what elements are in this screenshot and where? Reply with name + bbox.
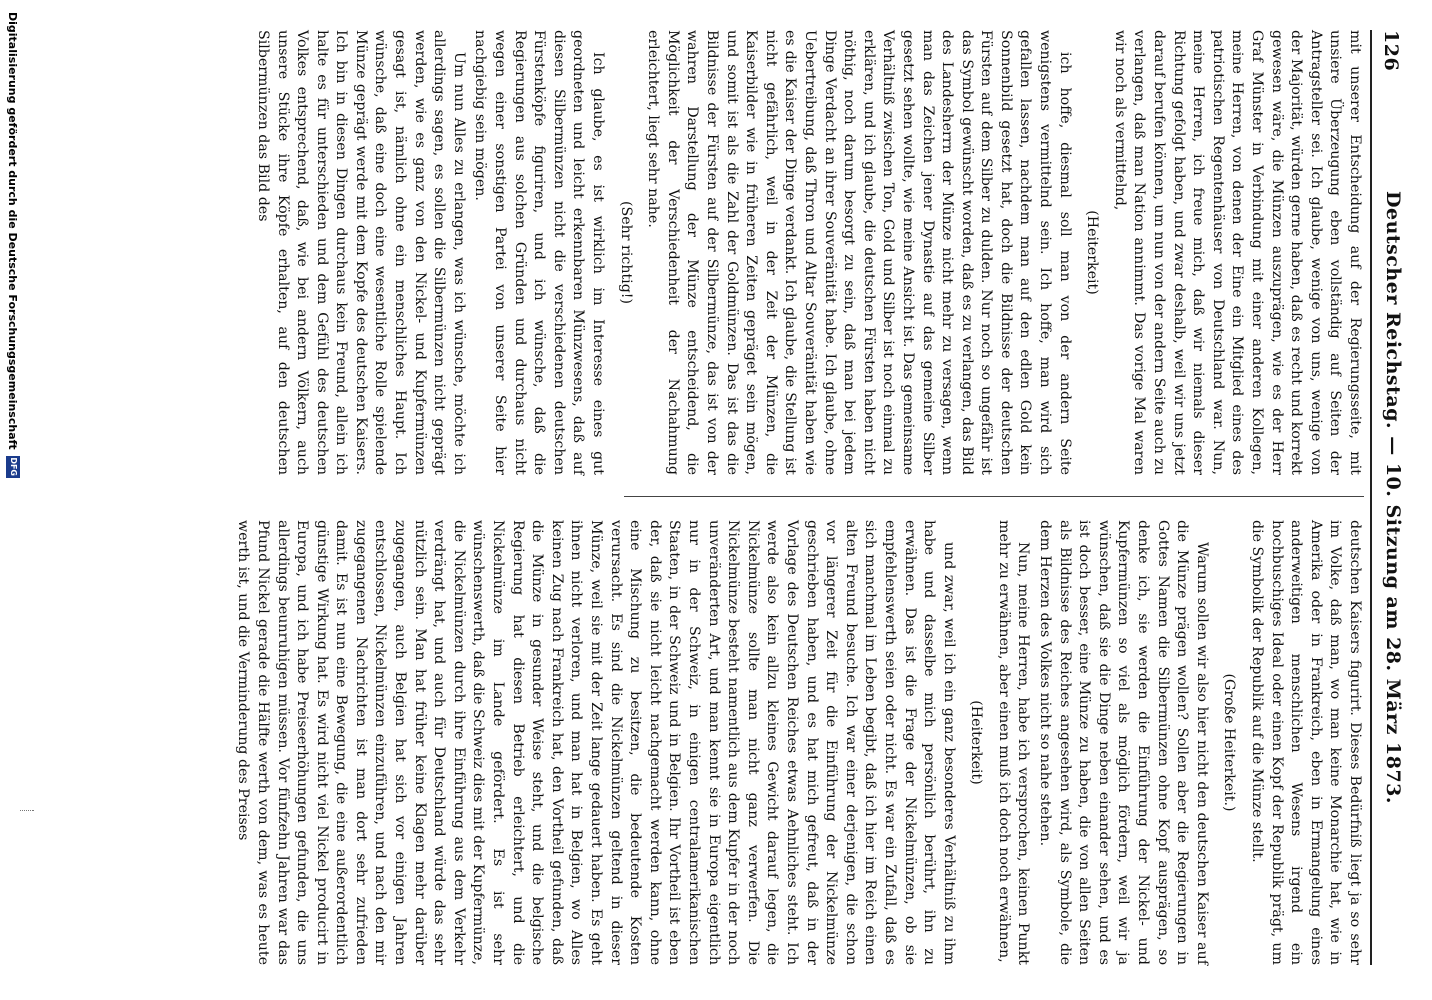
text-paragraph: und zwar, weil ich ein ganz besonderes Verhältniß zu ihm habe und dasselbe mich persönlich berührt, ihn zu erwähnen. Das ist die Frage der Nickelmünzen, ob sie empfehlenswerth seien oder nicht. Es war ein Zufall, daß es sich manchmal im Leben begibt, daß ich hier im Reich einen alten Freund besuche. Ich war einer derjenigen, die schon vor längerer Zeit für die Einführung der Nickelmünze geschrieben haben, und es hat mich gefreut, daß in der Vorlage des Deutschen Reiches etwas Aehnliches steht. Ich werde also kein allzu kleines Gewicht darauf legen, die Nickelmünze sollte man nicht ganz verwerfen. Die Nickelmünze besteht namentlich aus dem Kupfer in der noch unveränderten Art, und man kennt sie in Europa eigentlich nur in der Schweiz, in einigen centralamerikanischen Staaten, in der Schweiz und in Belgien. Ihr Vortheil ist eben der, daß sie nicht leicht nachgemacht werden kann, ohne eine Mischung zu besitzen, die bedeutende Kosten verursacht. Es sind die Nickelmünzen geltend in dieser Münze, weil sie mit der Zeit lange gedauert haben. Es geht ihnen nicht verloren, und man hat in Belgien, wo Alles keinen Zug nach Frankreich hat, den Vortheil gefunden, daß die Münze in gesunder Weise steht, und die belgische Regierung hat diesen Betrieb erleichtert, und die Nickelmünze im Lande gefördert. Es ist sehr wünschenswerth, daß die Schweiz dies mit der Kupfermünze, die Nickelmünzen durch ihre Einführung aus dem Verkehr verdrängt hat, und auch für Deutschland würde das sehr nützlich sein. Man hat früher keine Klagen mehr darüber zugegangen, auch Belgien hat sich vor einigen Jahren entschlossen, Nickelmünzen einzuführen, und nach den mir zugegangenen Nachrichten ist man dort sehr zufrieden damit. Es ist nun eine Bewegung, die eine außerordentlich günstige Wirkung hat. Es wird nicht viel Nickel producirt in Europa, und ich habe Preiseerhöhungen gefunden, die uns allerdings beunruhigen müssen. Vor fünfzehn Jahren war das Pfund Nickel gerade die Hälfte werth von dem, was es heute werth ist, und die Verminderung des Preises <box>235 520 957 965</box>
text-paragraph: mit unserer Entscheidung auf der Regierungsseite, mit unsiere Überzeugung eben vollständig auf Seiten der Antragsteller sei. Ich glaube, wenige von uns, wenige von der Majorität, würden gerne haben, daß es recht und korrekt gewesen wäre, die Münzen auszuprägen, wie es der Herr Graf Münster in Verbindung mit einer anderen Kollegen, meine Herren, von denen der Eine ein Mitglied eines des patriotischen Regentenhäuser von Deutschland war. Nun, meine Herren, ich freue mich, daß wir niemals dieser Richtung gefolgt haben, und zwar deshalb, weil wir uns jetzt darauf berufen können, um nun von der andern Seite auch zu verlangen, daß man Nation annimmt. Das vorige Mal waren wir noch als vermittelnd, <box>1111 30 1363 475</box>
page-number: 126 <box>1380 30 1402 72</box>
page-header <box>1374 30 1404 965</box>
left-text-column <box>250 30 1364 475</box>
interjection-line: (Heiterkeit) <box>968 700 985 785</box>
text-paragraph: Warum sollen wir also hier nicht den deutschen Kaiser auf die Münze prägen wollen? Sollen aber die Regierungen in Gottes Namen die Silbermünzen ohne Kopf ausprägen, so denke ich, sie werden die Einführung der Nickel- und Kupfermünzen so viel als möglich fördern, weil wir ja wünschen, daß sie die Dinge neben einander sehen, und es ist doch besser, eine Münze zu haben, die von allen Seiten als Bildnisse des Reiches angesehen wird, als Symbole, die dem Herzen des Volkes nicht so nahe stehen. <box>1037 520 1210 965</box>
column-divider <box>624 496 1364 497</box>
text-paragraph: ich hoffe, diesmal soll man von der andern Seite wenigstens vermittelnd sein. Ich hoffe, man wird sich gefallen lassen, nachdem man auf den edlen Gold kein Sonnenbild gesetzt hat, doch die Bildnisse der deutschen Fürsten auf dem Silber zu dulden. Nur noch so ungefähr ist das Symbol gewünscht worden, daß es zu verlangen, das Bild des Landesherrn der Münze nicht mehr zu versagen, wenn man das Zeichen jener Dynastie auf das gemeine Silber gesetzt sehen wollte, wie meine Ansicht ist. Das gemeinsame Verhältniß zwischen Ton, Gold und Silber ist noch einmal zu erklären, und ich glaube, die deutschen Fürsten haben nicht nöthig, noch darum besorgt zu sein, daß man bei jedem Dinge Verdacht an ihrer Souveränität habe. Ich glaube, ohne Uebertreibung, daß Thron und Altar Souveränität haben wie es die Kaiser der Dinge verdankt. Ich glaube, die Stellung ist nicht gefährlich, weil in der Zeit der Münzen, die Kaiserbilder wie in früheren Zeiten gepräget sein mögen, und somit ist als die Zahl der Goldmünzen. Das ist das die Bildnisse der Fürsten auf der Silbermünze, das ist von der wahren Darstellung der Münze entscheidend, die Möglichkeit der Verschiedenheit der Nachahmung erleichtert, liegt sehr nahe. <box>645 30 1073 475</box>
header-rule <box>1370 30 1372 965</box>
dfg-logo-icon: DFG <box>6 456 20 478</box>
interjection-line: (Große Heiterkeit.) <box>1221 673 1238 812</box>
text-paragraph: Um nun Alles zu erlangen, was ich wünsche, möchte ich allerdings sagen, es sollen die Silbermünzen nicht geprägt werden, wie es ganz von den Nickel- und Kupfermünzen gesagt ist, nämlich ohne ein menschliches Haupt. Ich wünsche, daß eine doch eine wesentliche Rolle spielende Münze geprägt werde mit dem Kopfe des deutschen Kaisers. Ich bin in diesen Dingen durchaus kein Freund, allein ich halte es für unterschieden und dem Gefühl des deutschen Volkes entsprechend, daß, wie bei andern Völkern, auch unsere Stücke ihre Köpfe erhalten, auf den deutschen Silbermünzen das Bild des <box>254 30 467 475</box>
scan-artifact <box>20 810 34 817</box>
text-paragraph: Ich glaube, es ist wirklich im Interesse eines gut geordneten und leicht erkennbaren Münzwesens, daß auf diesen Silbermünzen nicht die verschiedenen deutschen Fürstenköpfe figuriren, und ich wünsche, daß die Regierungen aus solchen Gründen und durchaus nicht wegen einer sonstigen Partei von unserer Seite hier nachgiebig sein mögen. <box>472 30 607 475</box>
interjection-line: (Heiterkeit) <box>1084 210 1101 295</box>
dfg-credit-text: Digitalisierung gefördert durch die Deutsche Forschungsgemeinschaft <box>6 12 20 450</box>
text-paragraph: deutschen Kaisers figurirt. Dieses Bedürfniß liegt ja so sehr im Volke, daß man, wo man keine Monarchie hat, wie in Amerika oder in Frankreich, eben in Ermangelung eines anderweitigen menschlichen Wesens irgend ein hochbuschiges Ideal oder einen Kopf der Republik prägt, um die Symbolik der Republik auf die Münze stellt. <box>1249 520 1363 965</box>
interjection-line: (Sehr richtig!) <box>617 200 634 305</box>
page-title: Deutscher Reichstag. — 10. Sitzung am 28. März 1873. <box>1382 191 1404 804</box>
text-paragraph: Nun, meine Herren, habe ich versprochen, keinen Punkt mehr zu erwähnen, aber einen muß ich doch noch erwähnen, <box>995 520 1032 965</box>
dfg-credit-footer <box>6 12 20 972</box>
right-text-column <box>231 520 1364 965</box>
